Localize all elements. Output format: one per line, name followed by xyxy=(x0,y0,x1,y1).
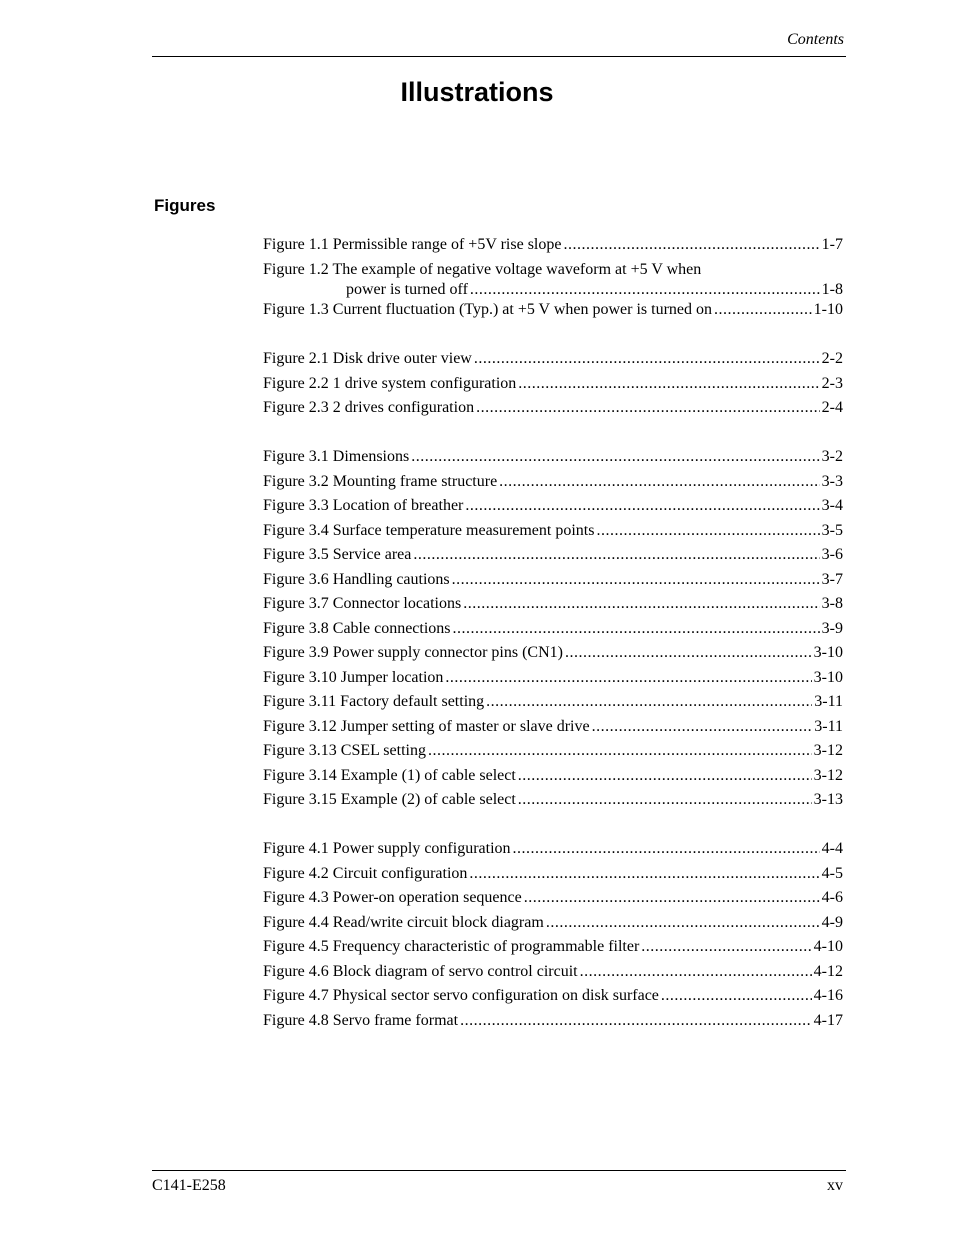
figure-page-number: 4-10 xyxy=(813,938,843,955)
figure-entry[interactable] xyxy=(263,862,843,887)
dot-leader xyxy=(474,347,820,372)
figure-entry-label: Figure 4.1 Power supply configuration xyxy=(263,840,511,857)
figure-entry[interactable] xyxy=(263,617,843,642)
document-code: C141-E258 xyxy=(152,1177,226,1194)
figure-entry[interactable] xyxy=(263,347,843,372)
figure-page-number: 2-3 xyxy=(821,374,843,392)
figure-entry[interactable] xyxy=(263,886,843,911)
figure-entry-label: Figure 3.5 Service area xyxy=(263,546,412,563)
figure-page-number: 2-4 xyxy=(821,399,843,416)
running-header: Contents xyxy=(787,31,844,48)
figure-entry-label: Figure 4.8 Servo frame format xyxy=(263,1011,459,1029)
figure-entry[interactable] xyxy=(263,666,843,691)
figure-group xyxy=(263,347,843,421)
figure-page-number: 4-17 xyxy=(813,1011,843,1029)
figure-entry-label-continued: power is turned off xyxy=(346,281,468,298)
dot-leader xyxy=(524,886,820,911)
figure-entry[interactable] xyxy=(263,568,843,593)
figure-entry[interactable] xyxy=(263,519,843,544)
figure-page-number: 3-11 xyxy=(814,717,843,735)
figure-entry-label: Figure 3.1 Dimensions xyxy=(263,448,410,465)
section-heading: Figures xyxy=(154,196,216,215)
dot-leader xyxy=(518,788,812,813)
figure-entry-label: Figure 1.3 Current fluctuation (Typ.) at +5 V when power is turned on xyxy=(263,301,713,318)
figure-entry[interactable] xyxy=(263,258,843,299)
figure-entry[interactable] xyxy=(263,396,843,421)
dot-leader xyxy=(463,592,819,617)
dot-leader xyxy=(411,445,819,470)
figure-entry[interactable] xyxy=(263,1009,843,1034)
dot-leader xyxy=(565,641,812,666)
dot-leader xyxy=(445,666,811,691)
dot-leader xyxy=(714,298,812,323)
figure-group xyxy=(263,233,843,323)
figure-page-number: 3-12 xyxy=(813,742,843,759)
figure-entry[interactable] xyxy=(263,788,843,813)
figure-entry-label: Figure 3.4 Surface temperature measurement points xyxy=(263,521,595,539)
figure-list xyxy=(263,233,843,1058)
figure-page-number: 3-12 xyxy=(813,766,843,784)
dot-leader xyxy=(470,282,820,298)
dot-leader xyxy=(580,960,812,985)
dot-leader xyxy=(518,764,812,789)
header-rule xyxy=(152,56,846,57)
figure-entry[interactable] xyxy=(263,494,843,519)
dot-leader xyxy=(513,837,820,862)
figure-entry-label: Figure 3.2 Mounting frame structure xyxy=(263,472,498,490)
dot-leader xyxy=(469,862,819,887)
figure-page-number: 3-10 xyxy=(813,668,843,686)
figure-entry-label: Figure 3.14 Example (1) of cable select xyxy=(263,766,516,784)
figure-entry-label: Figure 3.8 Cable connections xyxy=(263,619,451,637)
figure-page-number: 4-9 xyxy=(821,913,843,931)
figure-entry[interactable] xyxy=(263,911,843,936)
figure-entry-label: Figure 4.6 Block diagram of servo control circuit xyxy=(263,962,578,980)
figure-entry-label: Figure 4.4 Read/write circuit block diagram xyxy=(263,913,544,931)
figure-entry[interactable] xyxy=(263,592,843,617)
figure-page-number: 3-8 xyxy=(821,595,843,612)
figure-entry-label: Figure 3.6 Handling cautions xyxy=(263,570,450,588)
dot-leader xyxy=(518,372,819,397)
figure-page-number: 4-4 xyxy=(821,840,843,857)
dot-leader xyxy=(413,543,819,568)
figure-entry[interactable] xyxy=(263,837,843,862)
figure-group xyxy=(263,837,843,1033)
figure-entry[interactable] xyxy=(263,984,843,1009)
figure-entry-label: Figure 3.3 Location of breather xyxy=(263,497,464,514)
figure-entry-label: Figure 3.7 Connector locations xyxy=(263,595,462,612)
figure-page-number: 4-12 xyxy=(813,962,843,980)
figure-page-number: 3-2 xyxy=(821,448,843,465)
figure-entry-label: Figure 3.13 CSEL setting xyxy=(263,742,426,759)
figure-entry-label: Figure 4.7 Physical sector servo configuration on disk surface xyxy=(263,987,659,1004)
footer-rule xyxy=(152,1170,846,1171)
dot-leader xyxy=(476,396,820,421)
figure-page-number: 4-6 xyxy=(821,889,843,906)
figure-entry-label: Figure 3.11 Factory default setting xyxy=(263,693,485,710)
figure-entry[interactable] xyxy=(263,445,843,470)
figure-page-number: 1-7 xyxy=(821,236,843,253)
figure-page-number: 3-10 xyxy=(813,644,843,661)
dot-leader xyxy=(453,617,820,642)
figure-entry-label: Figure 4.5 Frequency characteristic of programmable filter xyxy=(263,938,640,955)
dot-leader xyxy=(486,690,812,715)
dot-leader xyxy=(661,984,812,1009)
figure-entry-label: Figure 1.1 Permissible range of +5V rise slope xyxy=(263,236,562,253)
dot-leader xyxy=(499,470,820,495)
figure-group xyxy=(263,445,843,813)
figure-entry-label: Figure 3.10 Jumper location xyxy=(263,668,444,686)
figure-entry-label: Figure 4.3 Power-on operation sequence xyxy=(263,889,522,906)
figure-entry-label: Figure 4.2 Circuit configuration xyxy=(263,864,468,882)
dot-leader xyxy=(641,935,811,960)
figure-page-number: 4-16 xyxy=(813,987,843,1004)
figure-entry-label: Figure 3.12 Jumper setting of master or slave drive xyxy=(263,717,590,735)
figure-page-number: 3-5 xyxy=(821,521,843,539)
figure-entry[interactable] xyxy=(263,764,843,789)
figure-entry[interactable] xyxy=(263,641,843,666)
figure-entry[interactable] xyxy=(263,543,843,568)
figure-page-number: 3-4 xyxy=(821,497,843,514)
figure-page-number: 1-10 xyxy=(813,301,843,318)
figure-entry[interactable] xyxy=(263,960,843,985)
dot-leader xyxy=(465,494,819,519)
figure-entry[interactable] xyxy=(263,233,843,258)
dot-leader xyxy=(460,1009,812,1034)
figure-page-number: 3-3 xyxy=(821,472,843,490)
dot-leader xyxy=(546,911,820,936)
dot-leader xyxy=(428,739,812,764)
figure-entry[interactable] xyxy=(263,715,843,740)
figure-page-number: 3-6 xyxy=(821,546,843,563)
figure-entry-label: Figure 2.3 2 drives configuration xyxy=(263,399,475,416)
dot-leader xyxy=(452,568,820,593)
figure-entry[interactable] xyxy=(263,935,843,960)
figure-entry[interactable] xyxy=(263,298,843,323)
figure-entry-label: Figure 2.1 Disk drive outer view xyxy=(263,350,472,367)
dot-leader xyxy=(596,519,819,544)
figure-entry-label: Figure 3.9 Power supply connector pins (CN1) xyxy=(263,644,563,661)
dot-leader xyxy=(592,715,813,740)
figure-entry-label: Figure 2.2 1 drive system configuration xyxy=(263,374,517,392)
figure-entry[interactable] xyxy=(263,470,843,495)
figure-entry-label: Figure 1.2 The example of negative voltage waveform at +5 V when xyxy=(263,260,702,278)
figure-page-number: 4-5 xyxy=(821,864,843,882)
figure-entry[interactable] xyxy=(263,372,843,397)
figure-page-number: 3-11 xyxy=(814,693,843,710)
figure-page-number: 3-7 xyxy=(821,570,843,588)
figure-entry[interactable] xyxy=(263,690,843,715)
page-number: xv xyxy=(827,1177,843,1194)
figure-entry-label: Figure 3.15 Example (2) of cable select xyxy=(263,791,516,808)
figure-page-number: 3-13 xyxy=(813,791,843,808)
figure-page-number: 2-2 xyxy=(821,350,843,367)
figure-entry[interactable] xyxy=(263,739,843,764)
page-title: Illustrations xyxy=(400,77,554,107)
figure-page-number: 1-8 xyxy=(821,281,843,298)
dot-leader xyxy=(563,233,819,258)
figure-page-number: 3-9 xyxy=(821,619,843,637)
